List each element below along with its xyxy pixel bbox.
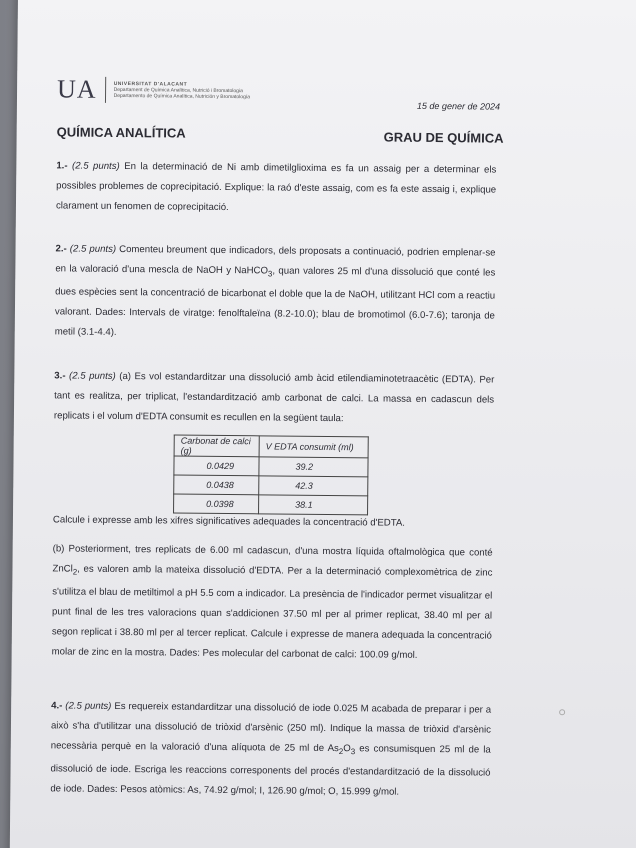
subscript: 2: [338, 747, 344, 757]
subscript: 3: [350, 747, 356, 757]
table-cell: 39.2: [259, 457, 368, 477]
question-points: (2.5 punts): [65, 700, 112, 712]
formula-part: O: [343, 743, 351, 755]
question-points: (2.5 punts): [69, 243, 117, 255]
table-cell: 0.0429: [174, 456, 259, 476]
table-header-row: [174, 435, 368, 458]
table-row: [174, 456, 368, 477]
question-number: 2.-: [55, 243, 67, 255]
degree-title: GRAU DE QUÍMICA: [383, 129, 504, 146]
logo-text: [114, 81, 251, 100]
exam-sheet: [10, 0, 636, 848]
exam-date: 15 de gener de 2024: [416, 100, 501, 112]
subject-title: QUÍMICA ANALÍTICA: [56, 124, 186, 141]
part-b-text-cont: , es valoren amb la mateixa dissolució d'EDTA. Per a la determinació complexomètrica de zinc s'utilitza el blau de metiltimol a pH 5.5 com a indicador. La presència de l'indicador permet visualitzar el punt final de les tres valoracions quan s'addicionen 37.50 ml per al primer replicat, 38.40 ml per al segon replicat i 38.80 ml per al tercer replicat. Calcule i expresse de manera adequada la concentració molar de zinc en la mostra. Dades: Pes molecular del carbonat de calci: 100.09 g/mol.: [51, 563, 493, 661]
table-row: [174, 494, 368, 515]
question-text: En la determinació de Ni amb dimetilglioxima es fa un assaig per a determinar els possibles problemes de coprecipitació. Explique: la raó d'este assaig, com es fa este assaig i, explique clarament un fenomen de coprecipitació.: [55, 161, 497, 214]
part-b-text: (b) Posteriorment, tres replicats de 6.00 ml cadascun, d'una mostra líquida oftalmològica que conté ZnCl: [52, 543, 493, 575]
table-cell: 38.1: [259, 495, 368, 515]
question-text: Comenteu breument que indicadors, dels proposats a continuació, podrien emplenar-se en la valoració d'una mescla de NaOH y NaHCO: [55, 243, 496, 277]
question-points: (2.5 punts): [72, 160, 120, 172]
question-points: (2.5 punts): [69, 370, 116, 382]
table-header: Carbonat de calci (g): [174, 435, 259, 457]
institution-name: UNIVERSITAT D'ALACANT: [113, 80, 188, 88]
calibration-table: [173, 435, 369, 516]
question-1: [56, 156, 497, 220]
question-3-conclusion: Calcule i expresse amb les xifres significatives adequades la concentració d'EDTA.: [52, 514, 405, 529]
subscript: 3: [267, 269, 273, 279]
question-text-cont: , quan valores 25 ml d'una dissolució que conté les dues espècies sent la concentració de bicarbonat el doble que la de NaOH, utilitzant HCl com a reactiu valorant. Dades: Intervals de viratge: fenolftaleïna (8.2-10.0); blau de bromotimol (6.0-7.6); taronja de metil (3.1-4.4).: [54, 265, 496, 338]
question-3-part-b: [52, 539, 493, 666]
question-2: [55, 239, 496, 346]
question-text: Es requereix estandarditzar una dissolució de iode 0.025 M acabada de preparar i per a això s'ha d'utilitzar una dissolució de triòxid d'arsènic (250 ml). Indique la massa de triòxid d'arsènic necessària perquè en la valoració d'una alíquota de 25 ml de As: [50, 700, 492, 755]
subscript: 2: [72, 567, 78, 577]
logo-mark: UA: [56, 74, 97, 104]
paper-speck: [559, 709, 565, 715]
table-header: V EDTA consumit (ml): [259, 436, 368, 458]
question-number: 1.-: [56, 160, 68, 172]
table-row: [174, 475, 368, 496]
question-number: 3.-: [54, 370, 66, 382]
logo-divider: [105, 77, 106, 103]
question-number: 4.-: [51, 700, 63, 712]
department-line-2: Departamento de Química Analítica, Nutrición y Bromatología: [113, 92, 251, 101]
question-text-cont: es consumisquen 25 ml de la dissolució de iode. Escriga les reaccions corresponents del procés d'estandardització de la dissolució de iode. Dades: Pesos atòmics: As, 74.92 g/mol; I, 126.90 g/mol; O, 15.999 g/mol.: [50, 743, 491, 798]
table-cell: 0.0438: [174, 475, 259, 495]
question-text: (a) Es vol estandarditzar una dissolució amb àcid etilendiaminotetraacètic (EDTA). Per tant es realitza, per triplicat, l'estandardització amb carbonat de calci. La massa en cadascun dels replicats i el volum d'EDTA consumit es recullen en la següent taula:: [53, 370, 495, 425]
university-logo: [57, 74, 250, 106]
table-cell: 0.0398: [174, 494, 259, 514]
question-4: [50, 696, 491, 803]
table-cell: 42.3: [259, 476, 368, 496]
department-line-1: Departament de Química Analítica, Nutrició i Bromatologia: [113, 86, 243, 95]
question-3: [54, 366, 495, 430]
